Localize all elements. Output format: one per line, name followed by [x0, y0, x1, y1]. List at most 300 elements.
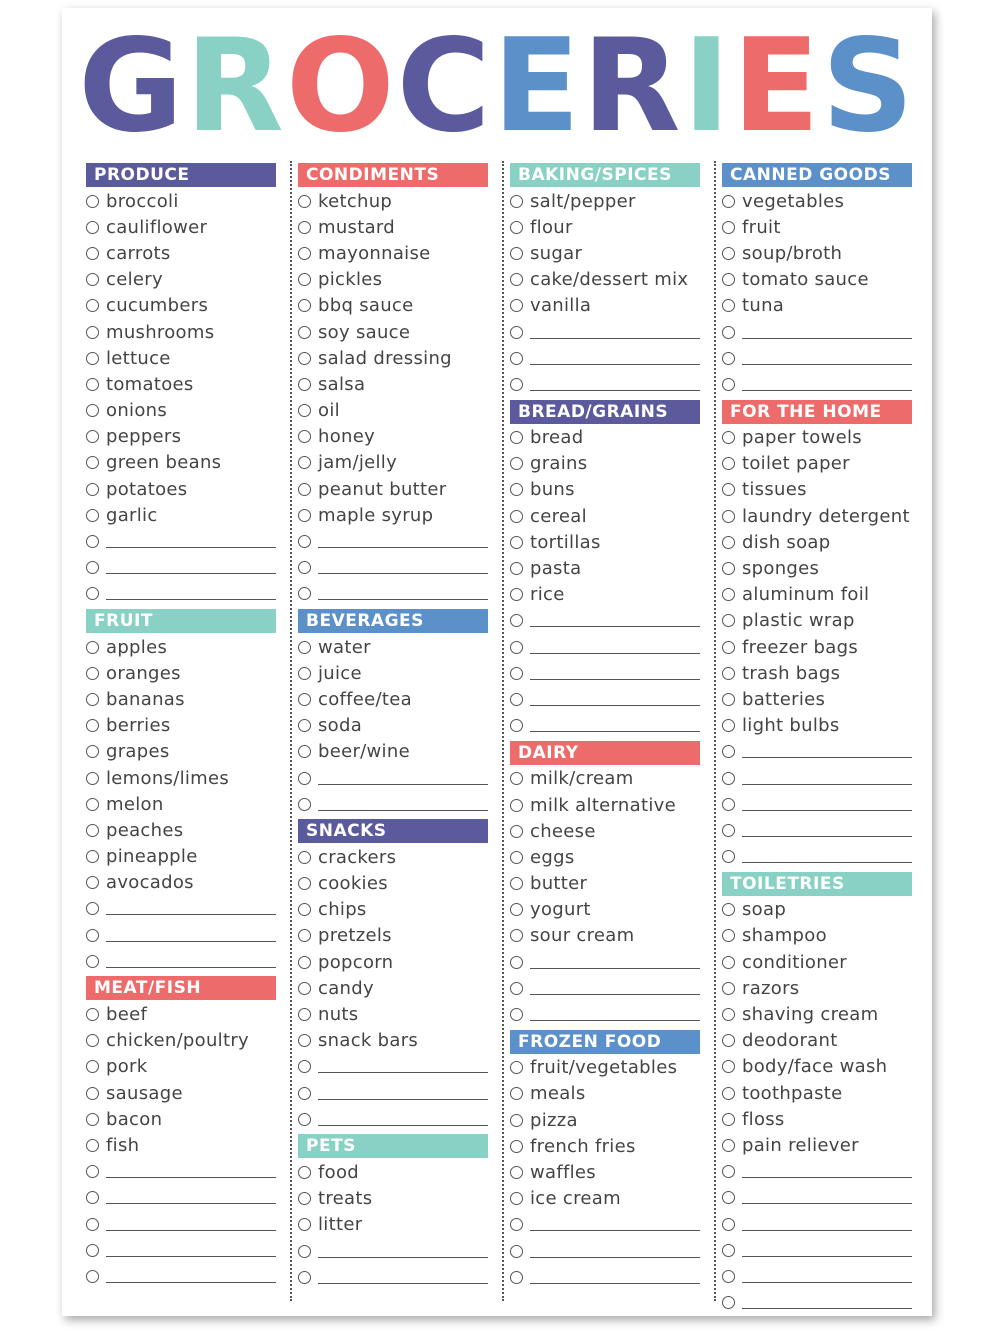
- item-label: cookies: [318, 873, 388, 895]
- write-in-line[interactable]: [106, 1177, 276, 1178]
- checkbox-circle-icon[interactable]: [722, 745, 735, 758]
- list-item: [86, 319, 276, 345]
- checkbox-circle-icon[interactable]: [510, 1140, 523, 1153]
- checkbox-circle-icon[interactable]: [722, 1270, 735, 1283]
- checkbox-circle-icon[interactable]: [86, 955, 99, 968]
- write-in-line[interactable]: [530, 731, 700, 732]
- list-item: [86, 1054, 276, 1080]
- checkbox-circle-icon[interactable]: [722, 1244, 735, 1257]
- checkbox-circle-icon[interactable]: [722, 929, 735, 942]
- checkbox-circle-icon[interactable]: [86, 352, 99, 365]
- checkbox-circle-icon[interactable]: [722, 483, 735, 496]
- checkbox-circle-icon[interactable]: [510, 719, 523, 732]
- item-label: garlic: [106, 504, 158, 526]
- checkbox-circle-icon[interactable]: [298, 1166, 311, 1179]
- checkbox-circle-icon[interactable]: [722, 641, 735, 654]
- checkbox-circle-icon[interactable]: [86, 535, 99, 548]
- item-label: pineapple: [106, 846, 198, 868]
- checkbox-circle-icon[interactable]: [86, 1034, 99, 1047]
- list-item: [298, 871, 488, 897]
- checkbox-circle-icon[interactable]: [86, 745, 99, 758]
- list-item: [86, 844, 276, 870]
- checkbox-circle-icon[interactable]: [722, 772, 735, 785]
- checkbox-circle-icon[interactable]: [722, 1008, 735, 1021]
- column-divider: [502, 161, 504, 1301]
- item-label: soda: [318, 715, 363, 737]
- write-in-line[interactable]: [742, 1282, 912, 1283]
- checkbox-circle-icon[interactable]: [298, 851, 311, 864]
- checkbox-circle-icon[interactable]: [722, 1113, 735, 1126]
- checkbox-circle-icon[interactable]: [86, 824, 99, 837]
- item-label: water: [318, 636, 371, 658]
- blank-item: [298, 555, 488, 581]
- item-label: floss: [742, 1108, 785, 1130]
- checkbox-circle-icon[interactable]: [298, 956, 311, 969]
- list-item: [722, 923, 912, 949]
- list-item: [722, 555, 912, 581]
- checkbox-circle-icon[interactable]: [298, 693, 311, 706]
- checkbox-circle-icon[interactable]: [722, 195, 735, 208]
- write-in-line[interactable]: [530, 338, 700, 339]
- title-letter: I: [682, 12, 733, 161]
- checkbox-circle-icon[interactable]: [86, 1191, 99, 1204]
- checkbox-circle-icon[interactable]: [298, 877, 311, 890]
- checkbox-circle-icon[interactable]: [510, 221, 523, 234]
- section-frozen-food: [510, 1030, 700, 1291]
- list-item: [298, 739, 488, 765]
- checkbox-circle-icon[interactable]: [722, 956, 735, 969]
- checkbox-circle-icon[interactable]: [722, 1139, 735, 1152]
- checkbox-circle-icon[interactable]: [510, 1008, 523, 1021]
- write-in-line[interactable]: [318, 810, 488, 811]
- checkbox-circle-icon[interactable]: [298, 509, 311, 522]
- checkbox-circle-icon[interactable]: [510, 956, 523, 969]
- checkbox-circle-icon[interactable]: [86, 247, 99, 260]
- checkbox-circle-icon[interactable]: [86, 195, 99, 208]
- checkbox-circle-icon[interactable]: [298, 221, 311, 234]
- checkbox-circle-icon[interactable]: [86, 561, 99, 574]
- blank-item: [298, 765, 488, 791]
- column-2: [298, 161, 488, 1290]
- item-label: sponges: [742, 558, 820, 580]
- checkbox-circle-icon[interactable]: [722, 431, 735, 444]
- checkbox-circle-icon[interactable]: [510, 1271, 523, 1284]
- write-in-line[interactable]: [530, 994, 700, 995]
- checkbox-circle-icon[interactable]: [722, 903, 735, 916]
- checkbox-circle-icon[interactable]: [86, 929, 99, 942]
- write-in-line[interactable]: [530, 1020, 700, 1021]
- checkbox-circle-icon[interactable]: [298, 587, 311, 600]
- blank-item: [86, 896, 276, 922]
- checkbox-circle-icon[interactable]: [510, 667, 523, 680]
- blank-item: [298, 1264, 488, 1290]
- checkbox-circle-icon[interactable]: [86, 1113, 99, 1126]
- item-label: nuts: [318, 1004, 359, 1026]
- checkbox-circle-icon[interactable]: [86, 404, 99, 417]
- checkbox-circle-icon[interactable]: [722, 588, 735, 601]
- write-in-line[interactable]: [318, 784, 488, 785]
- checkbox-circle-icon[interactable]: [86, 693, 99, 706]
- checkbox-circle-icon[interactable]: [298, 641, 311, 654]
- checkbox-circle-icon[interactable]: [86, 641, 99, 654]
- checkbox-circle-icon[interactable]: [298, 929, 311, 942]
- list-item: [298, 319, 488, 345]
- checkbox-circle-icon[interactable]: [722, 1060, 735, 1073]
- checkbox-circle-icon[interactable]: [298, 798, 311, 811]
- write-in-line[interactable]: [742, 784, 912, 785]
- write-in-line[interactable]: [530, 968, 700, 969]
- checkbox-circle-icon[interactable]: [722, 1296, 735, 1309]
- section-for-the-home: [722, 400, 912, 870]
- list-item: [722, 686, 912, 712]
- checkbox-circle-icon[interactable]: [722, 273, 735, 286]
- write-in-line[interactable]: [318, 1099, 488, 1100]
- checkbox-circle-icon[interactable]: [298, 903, 311, 916]
- write-in-line[interactable]: [106, 599, 276, 600]
- checkbox-circle-icon[interactable]: [510, 457, 523, 470]
- write-in-line[interactable]: [106, 941, 276, 942]
- item-label: body/face wash: [742, 1056, 888, 1078]
- item-label: chicken/poultry: [106, 1030, 249, 1052]
- checkbox-circle-icon[interactable]: [722, 1218, 735, 1231]
- item-label: bbq sauce: [318, 295, 414, 317]
- item-label: rice: [530, 584, 565, 606]
- section-header: BREAD/GRAINS: [510, 400, 700, 424]
- checkbox-circle-icon[interactable]: [86, 1270, 99, 1283]
- write-in-line[interactable]: [106, 547, 276, 548]
- checkbox-circle-icon[interactable]: [86, 1244, 99, 1257]
- checkbox-circle-icon[interactable]: [298, 1245, 311, 1258]
- checkbox-circle-icon[interactable]: [86, 299, 99, 312]
- checkbox-circle-icon[interactable]: [722, 562, 735, 575]
- list-item: [298, 476, 488, 502]
- checkbox-circle-icon[interactable]: [298, 1271, 311, 1284]
- write-in-line[interactable]: [530, 653, 700, 654]
- write-in-line[interactable]: [742, 810, 912, 811]
- checkbox-circle-icon[interactable]: [722, 510, 735, 523]
- blank-item: [722, 844, 912, 870]
- checkbox-circle-icon[interactable]: [722, 299, 735, 312]
- checkbox-circle-icon[interactable]: [298, 1218, 311, 1231]
- checkbox-circle-icon[interactable]: [86, 772, 99, 785]
- write-in-line[interactable]: [742, 1256, 912, 1257]
- checkbox-circle-icon[interactable]: [722, 693, 735, 706]
- checkbox-circle-icon[interactable]: [298, 535, 311, 548]
- checkbox-circle-icon[interactable]: [722, 352, 735, 365]
- checkbox-circle-icon[interactable]: [722, 667, 735, 680]
- checkbox-circle-icon[interactable]: [86, 850, 99, 863]
- write-in-line[interactable]: [106, 573, 276, 574]
- write-in-line[interactable]: [106, 1256, 276, 1257]
- list-item: [86, 398, 276, 424]
- section-header: CONDIMENTS: [298, 163, 488, 187]
- checkbox-circle-icon[interactable]: [510, 1061, 523, 1074]
- write-in-line[interactable]: [742, 1203, 912, 1204]
- checkbox-circle-icon[interactable]: [722, 326, 735, 339]
- checkbox-circle-icon[interactable]: [510, 825, 523, 838]
- checkbox-circle-icon[interactable]: [86, 378, 99, 391]
- item-label: grapes: [106, 741, 170, 763]
- checkbox-circle-icon[interactable]: [298, 299, 311, 312]
- checkbox-circle-icon[interactable]: [86, 430, 99, 443]
- checkbox-circle-icon[interactable]: [298, 430, 311, 443]
- checkbox-circle-icon[interactable]: [298, 378, 311, 391]
- checkbox-circle-icon[interactable]: [298, 1192, 311, 1205]
- checkbox-circle-icon[interactable]: [298, 404, 311, 417]
- section-toiletries: [722, 872, 912, 1316]
- checkbox-circle-icon[interactable]: [510, 562, 523, 575]
- checkbox-circle-icon[interactable]: [510, 1218, 523, 1231]
- checkbox-circle-icon[interactable]: [86, 326, 99, 339]
- write-in-line[interactable]: [742, 836, 912, 837]
- item-label: dish soap: [742, 531, 831, 553]
- checkbox-circle-icon[interactable]: [510, 352, 523, 365]
- checkbox-circle-icon[interactable]: [298, 772, 311, 785]
- item-label: mayonnaise: [318, 242, 431, 264]
- checkbox-circle-icon[interactable]: [298, 195, 311, 208]
- list-item: [298, 1028, 488, 1054]
- blank-item: [722, 791, 912, 817]
- list-item: [722, 240, 912, 266]
- checkbox-circle-icon[interactable]: [722, 614, 735, 627]
- checkbox-circle-icon[interactable]: [722, 1034, 735, 1047]
- checkbox-circle-icon[interactable]: [86, 902, 99, 915]
- write-in-line[interactable]: [742, 1177, 912, 1178]
- checkbox-circle-icon[interactable]: [510, 483, 523, 496]
- section-header: MEAT/FISH: [86, 976, 276, 1000]
- checkbox-circle-icon[interactable]: [722, 824, 735, 837]
- checkbox-circle-icon[interactable]: [298, 247, 311, 260]
- write-in-line[interactable]: [318, 599, 488, 600]
- write-in-line[interactable]: [530, 705, 700, 706]
- checkbox-circle-icon[interactable]: [298, 745, 311, 758]
- write-in-line[interactable]: [318, 1257, 488, 1258]
- checkbox-circle-icon[interactable]: [298, 273, 311, 286]
- checkbox-circle-icon[interactable]: [86, 1087, 99, 1100]
- checkbox-circle-icon[interactable]: [510, 299, 523, 312]
- write-in-line[interactable]: [530, 390, 700, 391]
- list-item: [722, 949, 912, 975]
- checkbox-circle-icon[interactable]: [510, 929, 523, 942]
- list-item: [510, 1055, 700, 1081]
- checkbox-circle-icon[interactable]: [722, 221, 735, 234]
- list-item: [510, 267, 700, 293]
- write-in-line[interactable]: [530, 1257, 700, 1258]
- list-item: [298, 502, 488, 528]
- checkbox-circle-icon[interactable]: [86, 719, 99, 732]
- title-letter: E: [732, 12, 822, 161]
- checkbox-circle-icon[interactable]: [722, 247, 735, 260]
- write-in-line[interactable]: [318, 547, 488, 548]
- list-item: [510, 792, 700, 818]
- checkbox-circle-icon[interactable]: [510, 772, 523, 785]
- checkbox-circle-icon[interactable]: [722, 719, 735, 732]
- checkbox-circle-icon[interactable]: [86, 798, 99, 811]
- checkbox-circle-icon[interactable]: [722, 1191, 735, 1204]
- list-item: [722, 214, 912, 240]
- write-in-line[interactable]: [106, 1230, 276, 1231]
- list-item: [510, 477, 700, 503]
- write-in-line[interactable]: [742, 338, 912, 339]
- checkbox-circle-icon[interactable]: [510, 326, 523, 339]
- checkbox-circle-icon[interactable]: [722, 1087, 735, 1100]
- checkbox-circle-icon[interactable]: [298, 982, 311, 995]
- checkbox-circle-icon[interactable]: [298, 326, 311, 339]
- write-in-line[interactable]: [318, 1072, 488, 1073]
- item-label: milk alternative: [530, 794, 676, 816]
- blank-item: [298, 581, 488, 607]
- checkbox-circle-icon[interactable]: [510, 851, 523, 864]
- checkbox-circle-icon[interactable]: [510, 614, 523, 627]
- checkbox-circle-icon[interactable]: [86, 273, 99, 286]
- item-label: soap: [742, 899, 787, 921]
- grocery-list-sheet: [62, 8, 932, 1316]
- write-in-line[interactable]: [106, 1203, 276, 1204]
- write-in-line[interactable]: [530, 626, 700, 627]
- checkbox-circle-icon[interactable]: [86, 456, 99, 469]
- write-in-line[interactable]: [318, 1283, 488, 1284]
- checkbox-circle-icon[interactable]: [86, 667, 99, 680]
- blank-item: [510, 949, 700, 975]
- list-item: [510, 582, 700, 608]
- list-item: [722, 975, 912, 1001]
- write-in-line[interactable]: [106, 967, 276, 968]
- checkbox-circle-icon[interactable]: [510, 1192, 523, 1205]
- checkbox-circle-icon[interactable]: [298, 719, 311, 732]
- write-in-line[interactable]: [742, 390, 912, 391]
- write-in-line[interactable]: [530, 1230, 700, 1231]
- checkbox-circle-icon[interactable]: [510, 1087, 523, 1100]
- write-in-line[interactable]: [742, 1308, 912, 1309]
- checkbox-circle-icon[interactable]: [298, 561, 311, 574]
- item-label: mushrooms: [106, 321, 215, 343]
- checkbox-circle-icon[interactable]: [510, 588, 523, 601]
- item-label: fruit/vegetables: [530, 1057, 678, 1079]
- item-label: litter: [318, 1214, 363, 1236]
- list-item: [722, 1054, 912, 1080]
- section-header: SNACKS: [298, 819, 488, 843]
- checkbox-circle-icon[interactable]: [722, 457, 735, 470]
- checkbox-circle-icon[interactable]: [86, 1165, 99, 1178]
- checkbox-circle-icon[interactable]: [510, 247, 523, 260]
- checkbox-circle-icon[interactable]: [510, 536, 523, 549]
- blank-item: [298, 1238, 488, 1264]
- checkbox-circle-icon[interactable]: [510, 641, 523, 654]
- checkbox-circle-icon[interactable]: [510, 195, 523, 208]
- checkbox-circle-icon[interactable]: [86, 1139, 99, 1152]
- blank-item: [86, 922, 276, 948]
- item-label: tortillas: [530, 531, 601, 553]
- item-label: treats: [318, 1188, 373, 1210]
- write-in-line[interactable]: [742, 757, 912, 758]
- checkbox-circle-icon[interactable]: [510, 877, 523, 890]
- checkbox-circle-icon[interactable]: [298, 1034, 311, 1047]
- checkbox-circle-icon[interactable]: [86, 221, 99, 234]
- checkbox-circle-icon[interactable]: [86, 876, 99, 889]
- checkbox-circle-icon[interactable]: [86, 1060, 99, 1073]
- checkbox-circle-icon[interactable]: [86, 509, 99, 522]
- section-header: BEVERAGES: [298, 609, 488, 633]
- write-in-line[interactable]: [530, 1283, 700, 1284]
- list-item: [722, 582, 912, 608]
- checkbox-circle-icon[interactable]: [510, 510, 523, 523]
- checkbox-circle-icon[interactable]: [722, 798, 735, 811]
- checkbox-circle-icon[interactable]: [86, 1218, 99, 1231]
- checkbox-circle-icon[interactable]: [510, 693, 523, 706]
- item-label: shampoo: [742, 925, 827, 947]
- checkbox-circle-icon[interactable]: [298, 1060, 311, 1073]
- write-in-line[interactable]: [530, 364, 700, 365]
- checkbox-circle-icon[interactable]: [298, 456, 311, 469]
- checkbox-circle-icon[interactable]: [86, 587, 99, 600]
- blank-item: [86, 528, 276, 554]
- checkbox-circle-icon[interactable]: [510, 273, 523, 286]
- section-header: PRODUCE: [86, 163, 276, 187]
- checkbox-circle-icon[interactable]: [510, 903, 523, 916]
- write-in-line[interactable]: [318, 573, 488, 574]
- checkbox-circle-icon[interactable]: [298, 1087, 311, 1100]
- checkbox-circle-icon[interactable]: [298, 352, 311, 365]
- list-item: [510, 1186, 700, 1212]
- title-letter: G: [78, 12, 186, 161]
- write-in-line[interactable]: [318, 1125, 488, 1126]
- checkbox-circle-icon[interactable]: [510, 1245, 523, 1258]
- write-in-line[interactable]: [742, 1230, 912, 1231]
- list-item: [86, 450, 276, 476]
- checkbox-circle-icon[interactable]: [298, 483, 311, 496]
- item-label: conditioner: [742, 951, 847, 973]
- checkbox-circle-icon[interactable]: [510, 378, 523, 391]
- list-item: [86, 267, 276, 293]
- item-label: food: [318, 1161, 359, 1183]
- write-in-line[interactable]: [106, 914, 276, 915]
- checkbox-circle-icon[interactable]: [510, 431, 523, 444]
- checkbox-circle-icon[interactable]: [722, 1165, 735, 1178]
- blank-item: [86, 1159, 276, 1185]
- blank-item: [86, 948, 276, 974]
- checkbox-circle-icon[interactable]: [510, 982, 523, 995]
- checkbox-circle-icon[interactable]: [298, 1113, 311, 1126]
- blank-item: [722, 739, 912, 765]
- checkbox-circle-icon[interactable]: [722, 536, 735, 549]
- write-in-line[interactable]: [530, 679, 700, 680]
- list-item: [722, 634, 912, 660]
- list-item: [298, 897, 488, 923]
- checkbox-circle-icon[interactable]: [86, 483, 99, 496]
- list-item: [510, 188, 700, 214]
- checkbox-circle-icon[interactable]: [722, 378, 735, 391]
- write-in-line[interactable]: [742, 364, 912, 365]
- write-in-line[interactable]: [742, 862, 912, 863]
- list-item: [298, 1159, 488, 1185]
- checkbox-circle-icon[interactable]: [298, 1008, 311, 1021]
- write-in-line[interactable]: [106, 1282, 276, 1283]
- column-3: [510, 161, 700, 1290]
- checkbox-circle-icon[interactable]: [86, 1008, 99, 1021]
- list-item: [722, 1028, 912, 1054]
- checkbox-circle-icon[interactable]: [510, 1166, 523, 1179]
- checkbox-circle-icon[interactable]: [510, 1114, 523, 1127]
- list-item: [86, 1106, 276, 1132]
- item-label: peppers: [106, 426, 182, 448]
- list-item: [298, 1186, 488, 1212]
- blank-item: [510, 1264, 700, 1290]
- item-label: salad dressing: [318, 347, 452, 369]
- checkbox-circle-icon[interactable]: [298, 667, 311, 680]
- checkbox-circle-icon[interactable]: [722, 982, 735, 995]
- checkbox-circle-icon[interactable]: [510, 799, 523, 812]
- checkbox-circle-icon[interactable]: [722, 850, 735, 863]
